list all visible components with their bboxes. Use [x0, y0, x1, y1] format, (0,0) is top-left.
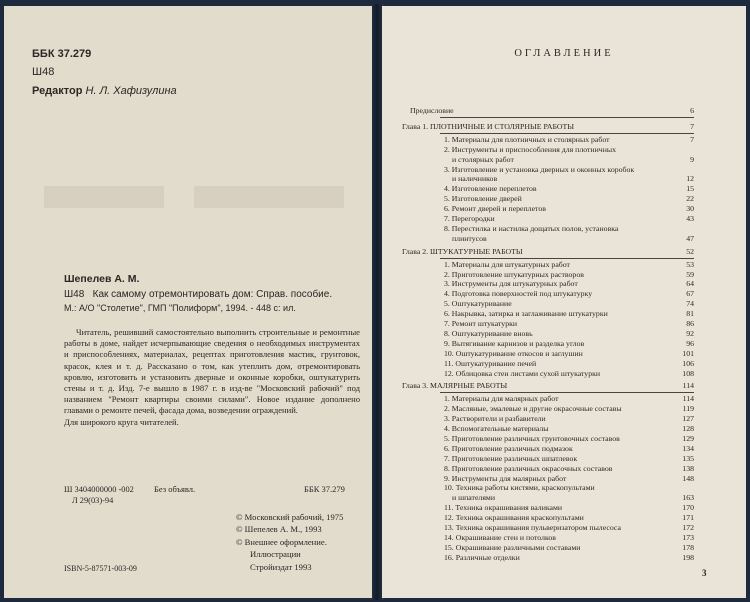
toc-entry-page: 129: [682, 433, 694, 443]
toc-entry-page: 81: [686, 309, 694, 319]
toc-entry-label: и наличников: [452, 174, 498, 184]
toc-entry-page: 138: [682, 463, 694, 473]
toc-entry-page: 59: [686, 269, 694, 279]
toc-entry-row: [382, 165, 746, 175]
copyright-line: Стройиздат 1993: [250, 561, 312, 572]
toc-entry-row: [382, 434, 746, 444]
toc-entry-row: [382, 329, 746, 339]
toc-entry-page: 22: [686, 194, 694, 204]
toc-entry-page: 106: [682, 358, 694, 368]
toc-entry-page: 119: [682, 404, 694, 414]
toc-entry-label: 5. Изготовление дверей: [444, 194, 522, 204]
toc-entry-row: [382, 523, 746, 533]
toc-entry-label: 2. Инструменты и приспособления для плотничных: [444, 144, 617, 154]
toc-entry-row: [382, 404, 746, 414]
toc-entry-row: [382, 553, 746, 563]
toc-entry-row: [382, 503, 746, 513]
copyright-code: [64, 484, 134, 506]
toc-entry-page: 67: [686, 289, 694, 299]
toc-entry-page: 163: [682, 493, 694, 503]
toc-entry-page: 30: [686, 204, 694, 214]
toc-entry-page: 47: [686, 233, 694, 243]
no-announcement: Без объявл.: [154, 484, 196, 494]
toc-entry-label: 12. Облицовка стен листами сухой штукатурки: [444, 368, 601, 378]
copyright-line: © Шепелев А. М., 1993: [236, 524, 322, 535]
toc-entry-label: 6. Накрывка, затирка и заглаживание штукатурки: [444, 309, 608, 319]
toc-entry-page: 173: [682, 532, 694, 542]
copyright-code-line: Л 29(03)-94: [72, 496, 114, 505]
toc-entry-label: 8. Оштукатуривание вновь: [444, 328, 533, 338]
toc-entry-label: 4. Вспомогательные материалы: [444, 424, 549, 433]
toc-entry-label: 4. Изготовление переплетов: [444, 184, 537, 194]
toc-entry-label: плинтусов: [452, 233, 487, 243]
toc-entry-row: [382, 309, 746, 319]
toc-entry-row: [382, 493, 746, 503]
copyright-notices: [236, 511, 343, 573]
toc-entry-row: [382, 270, 746, 280]
copyright-line: © Московский рабочий, 1975: [236, 512, 344, 522]
toc-entry-row: [382, 424, 746, 434]
toc-entry-row: [382, 279, 746, 289]
toc-entry-row: [382, 135, 746, 145]
toc-entry-label: 15. Окрашивание различными составами: [444, 542, 581, 552]
bbk-code: ББК 37.279: [32, 48, 92, 60]
toc-entry-page: 12: [686, 174, 694, 184]
toc-entry-label: 1. Материалы для штукатурных работ: [444, 259, 570, 269]
copyright-line: © Внешнее оформление.: [236, 536, 327, 547]
page-number: 3: [702, 568, 707, 578]
catalog-title: Как самому отремонтировать дом: Справ. пособие.: [92, 289, 333, 300]
toc-entry-page: 198: [682, 552, 694, 562]
toc-entry-page: 114: [682, 381, 694, 391]
toc-entry-row: [382, 513, 746, 523]
toc-chapter-row: [382, 122, 746, 132]
toc-entry-label: 6. Приготовление различных подмазок: [444, 443, 573, 453]
toc-rule: [440, 258, 694, 259]
toc-entry-page: 6: [690, 106, 694, 115]
toc-entry-page: 9: [690, 154, 694, 164]
toc-entry-page: 43: [686, 214, 694, 223]
toc-entry-row: [382, 204, 746, 214]
toc-entry-page: 74: [686, 299, 694, 309]
toc-entry-row: [382, 483, 746, 493]
toc-entry-page: 7: [690, 121, 694, 131]
toc-entry-page: 134: [682, 443, 694, 453]
toc-entry-row: [382, 106, 746, 116]
toc-entry-label: 11. Оштукатуривание печей: [444, 358, 537, 368]
toc-entry-row: [382, 464, 746, 474]
toc-entry-page: 92: [686, 328, 694, 338]
toc-entry-row: [382, 184, 746, 194]
toc-entry-page: 135: [682, 453, 694, 463]
toc-entry-page: 171: [682, 513, 694, 523]
toc-entry-label: 7. Перегородки: [444, 214, 495, 223]
toc-entry-label: 9. Вытягивание карнизов и разделка углов: [444, 338, 585, 348]
toc-entry-row: [382, 289, 746, 299]
book-abstract: [64, 327, 360, 428]
toc-entry-page: 101: [682, 348, 694, 358]
toc-entry-label: 1. Материалы для малярных работ: [444, 394, 559, 404]
toc-entry-row: [382, 414, 746, 424]
left-page: [4, 6, 372, 598]
bbk-code-bottom: ББК 37.279: [304, 484, 345, 494]
toc-chapter-row: [382, 381, 746, 391]
toc-entry-label: 3. Изготовление и установка дверных и оконных коробок: [444, 164, 635, 174]
toc-entry-label: 10. Оштукатуривание откосов и заглушин: [444, 348, 583, 358]
editor-line: [32, 85, 177, 97]
toc-entry-page: 170: [682, 503, 694, 513]
toc-entry-label: 4. Подготовка поверхностей под штукатурку: [444, 289, 593, 299]
toc-entry-page: 148: [682, 473, 694, 483]
isbn: ISBN-5-87571-003-09: [64, 564, 137, 573]
toc-rule: [440, 392, 694, 393]
toc-entry-label: 8. Перестилка и настилка дощатых полов, установка: [444, 223, 619, 233]
catalog-title-line: [64, 289, 332, 300]
toc-entry-page: 172: [682, 523, 694, 532]
toc-entry-row: [382, 533, 746, 543]
toc-entry-row: [382, 394, 746, 404]
audience-text: Для широкого круга читателей.: [64, 416, 179, 427]
toc-entry-row: [382, 454, 746, 464]
toc-entry-label: 10. Техника работы кистями, краскопультами: [444, 483, 595, 493]
toc-entry-page: 53: [686, 259, 694, 269]
abstract-text: Читатель, решивший самостоятельно выполнить строительные и ремонтные работы в доме, найдет исчерпывающие сведения о необходимых инструментах и приспособлениях, материалах, рецептах приготовления мастик, грунтовок, красок, клея и т. д. Рассказано о том, как утеплить дом, отремонтировать кровлю, изготовить и установить дверные и оконные коробки, оштукатурить стены и т. д. Изд. 7-е вышло в 1987 г. в изд-ве "Московский рабочий" под названием "Ремонт квартиры своими силами". Новое издание дополнено главами о ремонте печей, фасада дома, возведении ограждений.: [64, 327, 360, 416]
toc-entry-label: 16. Различные отделки: [444, 552, 520, 562]
toc-rule: [440, 117, 694, 118]
toc-entry-row: [382, 214, 746, 224]
toc-entry-label: 9. Инструменты для малярных работ: [444, 473, 567, 483]
toc-entry-label: 8. Приготовление различных окрасочных составов: [444, 463, 613, 473]
toc-entry-label: 3. Растворители и разбавители: [444, 414, 546, 424]
toc-rule: [440, 133, 694, 134]
toc-entry-page: 64: [686, 279, 694, 289]
toc-entry-label: Предисловие: [410, 106, 454, 115]
toc-chapter-row: [382, 247, 746, 257]
toc-entry-label: и столярных работ: [452, 154, 514, 164]
toc-entry-row: [382, 155, 746, 165]
toc-entry-row: [382, 543, 746, 553]
toc-entry-label: Глава 1. ПЛОТНИЧНЫЕ И СТОЛЯРНЫЕ РАБОТЫ: [402, 121, 575, 131]
toc-entry-page: 108: [682, 368, 694, 378]
toc-entry-label: 14. Окрашивание стен и потолков: [444, 532, 556, 542]
catalog-author: Шепелев А. М.: [64, 273, 140, 285]
toc-entry-row: [382, 349, 746, 359]
toc-entry-row: [382, 474, 746, 484]
toc-entry-page: 178: [682, 542, 694, 552]
toc-entry-page: 52: [686, 246, 694, 256]
copyright-code-line: Ш 3404000000 -002: [64, 485, 134, 494]
right-page: [382, 6, 746, 598]
toc-entry-row: [382, 224, 746, 234]
toc-entry-row: [382, 369, 746, 379]
toc-entry-label: 2. Масляные, эмалевые и другие окрасочные составы: [444, 404, 622, 414]
toc-entry-label: Глава 3. МАЛЯРНЫЕ РАБОТЫ: [402, 381, 508, 391]
author-code: Ш48: [32, 66, 55, 78]
toc-entry-label: 1. Материалы для плотничных и столярных работ: [444, 134, 610, 144]
toc-entry-row: [382, 444, 746, 454]
toc-entry-label: 11. Техника окрашивания валиками: [444, 503, 563, 513]
toc-entry-row: [382, 319, 746, 329]
toc-entry-row: [382, 174, 746, 184]
editor-label: Редактор: [32, 85, 83, 97]
toc-entry-label: 5. Приготовление различных грунтовочных составов: [444, 433, 620, 443]
toc-entry-label: 7. Ремонт штукатурки: [444, 319, 518, 328]
catalog-code: Ш48: [64, 289, 85, 300]
toc-entry-label: 6. Ремонт дверей и переплетов: [444, 204, 546, 214]
toc-entry-page: 114: [682, 394, 694, 404]
show-through-print: [44, 156, 364, 236]
toc-entry-page: 127: [682, 414, 694, 424]
toc-entry-label: и шпателями: [452, 493, 496, 503]
toc-entry-row: [382, 234, 746, 244]
toc-entry-label: Глава 2. ШТУКАТУРНЫЕ РАБОТЫ: [402, 246, 523, 256]
toc-entry-label: 3. Инструменты для штукатурных работ: [444, 279, 578, 289]
toc-entry-page: 15: [686, 184, 694, 194]
toc-entry-row: [382, 299, 746, 309]
toc-entry-page: 128: [682, 424, 694, 433]
toc-entry-label: 7. Приготовление различных шпатлевок: [444, 453, 578, 463]
toc-entry-label: 5. Оштукатуривание: [444, 299, 512, 309]
toc-entry-row: [382, 359, 746, 369]
toc-entry-label: 12. Техника окрашивания краскопультами: [444, 513, 584, 523]
toc-entry-row: [382, 194, 746, 204]
toc-entry-row: [382, 339, 746, 349]
toc-entry-label: 2. Приготовление штукатурных растворов: [444, 269, 584, 279]
toc-entry-label: 13. Техника окрашивания пульверизатором пылесоса: [444, 523, 621, 532]
toc-title: ОГЛАВЛЕНИЕ: [514, 48, 614, 59]
copyright-line: Иллюстрации: [250, 549, 301, 560]
toc-entry-page: 96: [686, 338, 694, 348]
editor-name: Н. Л. Хафизулина: [85, 85, 177, 97]
toc-entry-row: [382, 260, 746, 270]
catalog-publisher: М.: А/О "Столетие", ГМП "Полиформ", 1994. - 448 с: ил.: [64, 303, 296, 313]
toc-entry-page: 7: [690, 134, 694, 144]
toc-entry-row: [382, 145, 746, 155]
toc-entry-page: 86: [686, 319, 694, 328]
